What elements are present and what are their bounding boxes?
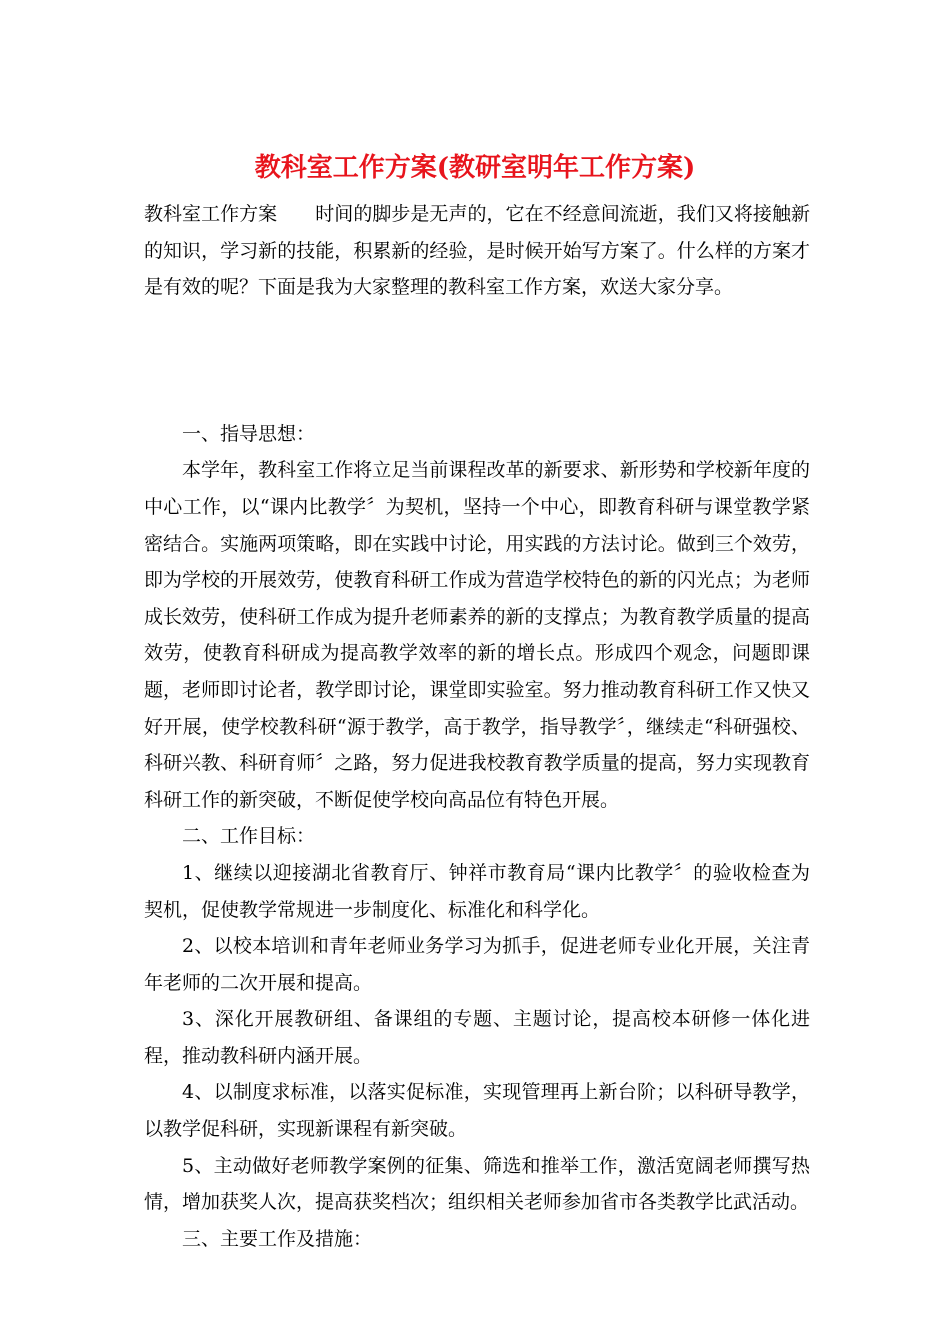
- goal-item-1: 1、继续以迎接湖北省教育厅、钟祥市教育局“课内比教学〞的验收检查为契机，促使教学常规进一步制度化、标准化和科学化。: [144, 861, 810, 921]
- heading-guiding-ideology: 一、指导思想：: [182, 422, 316, 445]
- paragraph-guiding-ideology: 本学年，教科室工作将立足当前课程改革的新要求、新形势和学校新年度的中心工作，以“课内比教学〞为契机，坚持一个中心，即教育科研与课堂教学紧密结合。实施两项策略，即在实践中讨论，用实践的方法讨论。做到三个效劳，即为学校的开展效劳，使教育科研工作成为营造学校特色的新的闪光点；为老师成长效劳，使科研工作成为提升老师素养的新的支撑点；为教育教学质量的提高效劳，使教育科研成为提高教学效率的新的增长点。形成四个观念，问题即课题，老师即讨论者，教学即讨论，课堂即实验室。努力推动教育科研工作又快又好开展，使学校教科研“源于教学，高于教学，指导教学〞，继续走“科研强校、科研兴教、科研育师〞之路，努力促进我校教育教学质量的提高，努力实现教育科研工作的新突破，不断促使学校向高品位有特色开展。: [144, 459, 810, 811]
- goal-item-4: 4、以制度求标准，以落实促标准，实现管理再上新台阶；以科研导教学，以教学促科研，实现新课程有新突破。: [144, 1081, 810, 1141]
- intro-paragraph: 教科室工作方案 时间的脚步是无声的，它在不经意间流逝，我们又将接触新的知识，学习新的技能，积累新的经验，是时候开始写方案了。什么样的方案才是有效的呢？下面是我为大家整理的教科室工作方案，欢送大家分享。: [144, 203, 810, 299]
- heading-work-goals: 二、工作目标：: [182, 825, 316, 848]
- goal-item-3: 3、深化开展教研组、备课组的专题、主题讨论，提高校本研修一体化进程，推动教科研内涵开展。: [144, 1008, 810, 1067]
- blank-space: [144, 306, 810, 416]
- heading-main-work: 三、主要工作及措施：: [182, 1227, 373, 1250]
- document-title: 教科室工作方案(教研室明年工作方案): [254, 153, 696, 183]
- goal-item-5: 5、主动做好老师教学案例的征集、筛选和推举工作，激活宽阔老师撰写热情，增加获奖人次，提高获奖档次；组织相关老师参加省市各类教学比武活动。: [144, 1154, 810, 1214]
- document-body: [144, 196, 810, 1257]
- goal-item-2: 2、以校本培训和青年老师业务学习为抓手，促进老师专业化开展，关注青年老师的二次开展和提高。: [144, 935, 810, 994]
